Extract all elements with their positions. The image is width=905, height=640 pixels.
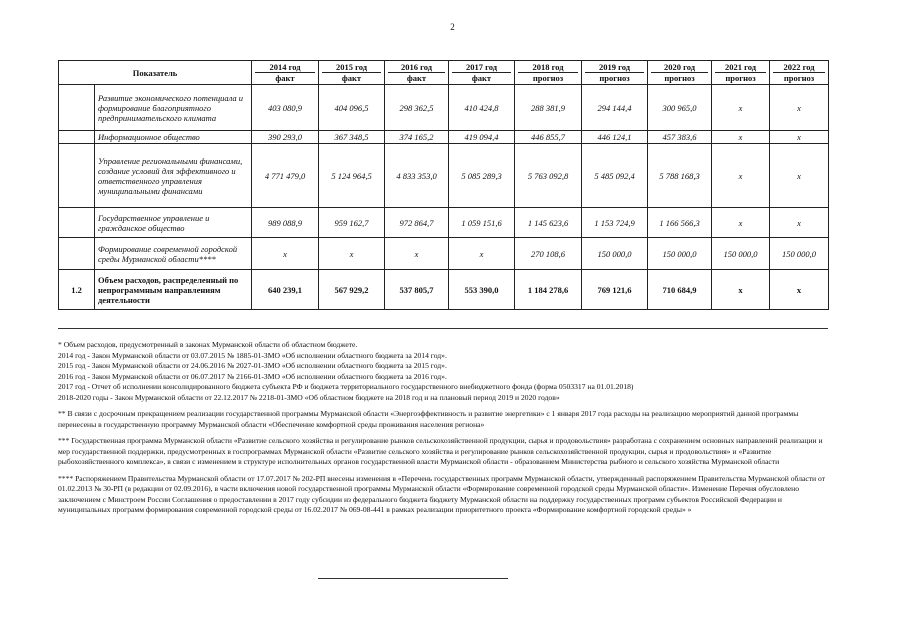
value-cell: х [770, 131, 829, 144]
value-cell: 4 771 479,0 [252, 144, 319, 208]
row-label: Государственное управление и гражданское общество [95, 208, 252, 238]
value-cell: 5 085 289,3 [449, 144, 515, 208]
value-cell: 640 239,1 [252, 270, 319, 310]
value-cell: 446 855,7 [515, 131, 582, 144]
row-number-cell [59, 85, 95, 131]
value-cell: 300 965,0 [648, 85, 712, 131]
value-cell: 537 805,7 [385, 270, 449, 310]
value-cell: 446 124,1 [582, 131, 648, 144]
value-cell: 5 788 168,3 [648, 144, 712, 208]
value-cell: 553 390,0 [449, 270, 515, 310]
row-number: 1.2 [59, 270, 95, 310]
value-cell: 457 383,6 [648, 131, 712, 144]
value-cell: х [770, 270, 829, 310]
footnote-paragraph: ** В связи с досрочным прекращением реализации государственной программы Мурманской области «Энергоэффективность и развитие энергетики» с 1 января 2017 года расходы на реализацию мероприятий данной программы перенесены в государственную программу Мурманской области «Обеспечение комфортной среды проживания населения региона» [58, 409, 799, 429]
value-cell: 769 121,6 [582, 270, 648, 310]
row-label: Объем расходов, распределенный по непрограммным направлениям деятельности [95, 270, 252, 310]
value-cell: 288 381,9 [515, 85, 582, 131]
table-row [59, 131, 829, 144]
end-rule [318, 578, 508, 579]
value-cell: 298 362,5 [385, 85, 449, 131]
value-cell: х [252, 238, 319, 270]
value-cell: 972 864,7 [385, 208, 449, 238]
value-cell: 403 080,9 [252, 85, 319, 131]
value-cell: 150 000,0 [648, 238, 712, 270]
indicator-header: Показатель [59, 61, 252, 85]
table-row [59, 208, 829, 238]
value-cell: 367 348,5 [319, 131, 385, 144]
value-cell: 710 684,9 [648, 270, 712, 310]
value-cell: 1 153 724,9 [582, 208, 648, 238]
year-header: 2016 год факт [385, 61, 449, 85]
footnote-line: 2018-2020 годы - Закон Мурманской области от 22.12.2017 № 2218-01-ЗМО «Об областном бюджете на 2018 год и на плановый период 2019 и 2020 годов» [58, 392, 560, 402]
year-header: 2022 год прогноз [770, 61, 829, 85]
table-bottom-rule [58, 328, 828, 329]
table-row [59, 85, 829, 131]
value-cell: х [712, 144, 770, 208]
value-cell: х [319, 238, 385, 270]
table-header-row [59, 61, 829, 85]
total-row [59, 270, 829, 310]
value-cell: 1 059 151,6 [449, 208, 515, 238]
value-cell: х [712, 85, 770, 131]
value-cell: 1 166 566,3 [648, 208, 712, 238]
value-cell: 404 096,5 [319, 85, 385, 131]
year-header: 2015 год факт [319, 61, 385, 85]
value-cell: х [770, 208, 829, 238]
year-header: 2014 год факт [252, 61, 319, 85]
row-number-cell [59, 208, 95, 238]
row-number-cell [59, 238, 95, 270]
footnote-line: 2016 год - Закон Мурманской области от 06.07.2017 № 2166-01-ЗМО «Об исполнении областного бюджета за 2016 год». [58, 371, 447, 381]
footnote-paragraph: **** Распоряжением Правительства Мурманской области от 17.07.2017 № 202-РП внесены изменения в «Перечень государственных программ Мурманской области, утвержденный распоряжением Правительства Мурманской области от 01.02.2013 № 30-РП (в редакции от 02.09.2016), в части включения новой государственной программы Мурманской области «Формирование современной городской среды Мурманской области». Изменение Перечня обусловлено заключением с Минстроем России Соглашения о предоставлении в 2017 году субсидии из федерального бюджета бюджету Мурманской области на поддержку государственных программ субъектов Российской Федерации и муниципальных программ формирования современной городской среды от 16.02.2017 № 069-08-441 в рамках реализации приоритетного проекта «Формирование комфортной городской среды» » [58, 473, 826, 514]
value-cell: х [449, 238, 515, 270]
footnote-line: * Объем расходов, предусмотренный в законах Мурманской области об областном бюджете. [58, 340, 358, 349]
row-number-cell [59, 131, 95, 144]
table-row [59, 238, 829, 270]
value-cell: 5 763 092,8 [515, 144, 582, 208]
value-cell: х [712, 270, 770, 310]
table-row [59, 144, 829, 208]
expenditure-table [58, 60, 829, 310]
value-cell: 1 184 278,6 [515, 270, 582, 310]
value-cell: 150 000,0 [770, 238, 829, 270]
value-cell: 390 293,0 [252, 131, 319, 144]
value-cell: 270 108,6 [515, 238, 582, 270]
value-cell: 294 144,4 [582, 85, 648, 131]
value-cell: 4 833 353,0 [385, 144, 449, 208]
value-cell: 989 088,9 [252, 208, 319, 238]
value-cell: 150 000,0 [582, 238, 648, 270]
value-cell: 567 929,2 [319, 270, 385, 310]
year-header: 2020 год прогноз [648, 61, 712, 85]
year-header: 2021 год прогноз [712, 61, 770, 85]
row-label: Информационное общество [95, 131, 252, 144]
value-cell: х [770, 144, 829, 208]
footnote-line: 2015 год - Закон Мурманской области от 24.06.2016 № 2027-01-ЗМО «Об исполнении областного бюджета за 2015 год». [58, 361, 447, 370]
row-label: Развитие экономического потенциала и формирование благоприятного предпринимательского климата [95, 85, 252, 131]
row-label: Формирование современной городской среды Мурманской области**** [95, 238, 252, 270]
value-cell: 419 094,4 [449, 131, 515, 144]
value-cell: х [712, 208, 770, 238]
value-cell: 959 162,7 [319, 208, 385, 238]
page-number: 2 [450, 22, 455, 32]
footnote-line: 2017 год - Отчет об исполнении консолидированного бюджета субъекта РФ и бюджета территориального государственного внебюджетного фонда (форма 0503317 на 01.01.2018) [58, 382, 634, 391]
footnotes [58, 340, 828, 516]
value-cell: х [385, 238, 449, 270]
value-cell: 410 424,8 [449, 85, 515, 131]
value-cell: 150 000,0 [712, 238, 770, 270]
footnote-paragraph: *** Государственная программа Мурманской области «Развитие сельского хозяйства и регулирование рынков сельскохозяйственной продукции, сырья и продовольствия» разработана с сохранением основных направлений реализации и мер государственной поддержки, предусмотренных в госпрограммах Мурманской области «Развитие сельского хозяйства и регулирование рынков сельскохозяйственной продукции, сырья и продовольствия» и «Развитие рыбохозяйственного комплекса», в связи с изменением в структуре исполнительных органов государственной власти Мурманской области - образованием Министерства рыбного и сельского хозяйства Мурманской области [58, 436, 823, 466]
year-header: 2018 год прогноз [515, 61, 582, 85]
value-cell: 374 165,2 [385, 131, 449, 144]
value-cell: х [712, 131, 770, 144]
year-header: 2017 год факт [449, 61, 515, 85]
value-cell: 5 485 092,4 [582, 144, 648, 208]
row-number-cell [59, 144, 95, 208]
row-label: Управление региональными финансами, создание условий для эффективного и ответственного управления муниципальными финансами [95, 144, 252, 208]
value-cell: 1 145 623,6 [515, 208, 582, 238]
year-header: 2019 год прогноз [582, 61, 648, 85]
value-cell: 5 124 964,5 [319, 144, 385, 208]
value-cell: х [770, 85, 829, 131]
footnote-line: 2014 год - Закон Мурманской области от 03.07.2015 № 1885-01-ЗМО «Об исполнении областного бюджета за 2014 год». [58, 350, 447, 360]
